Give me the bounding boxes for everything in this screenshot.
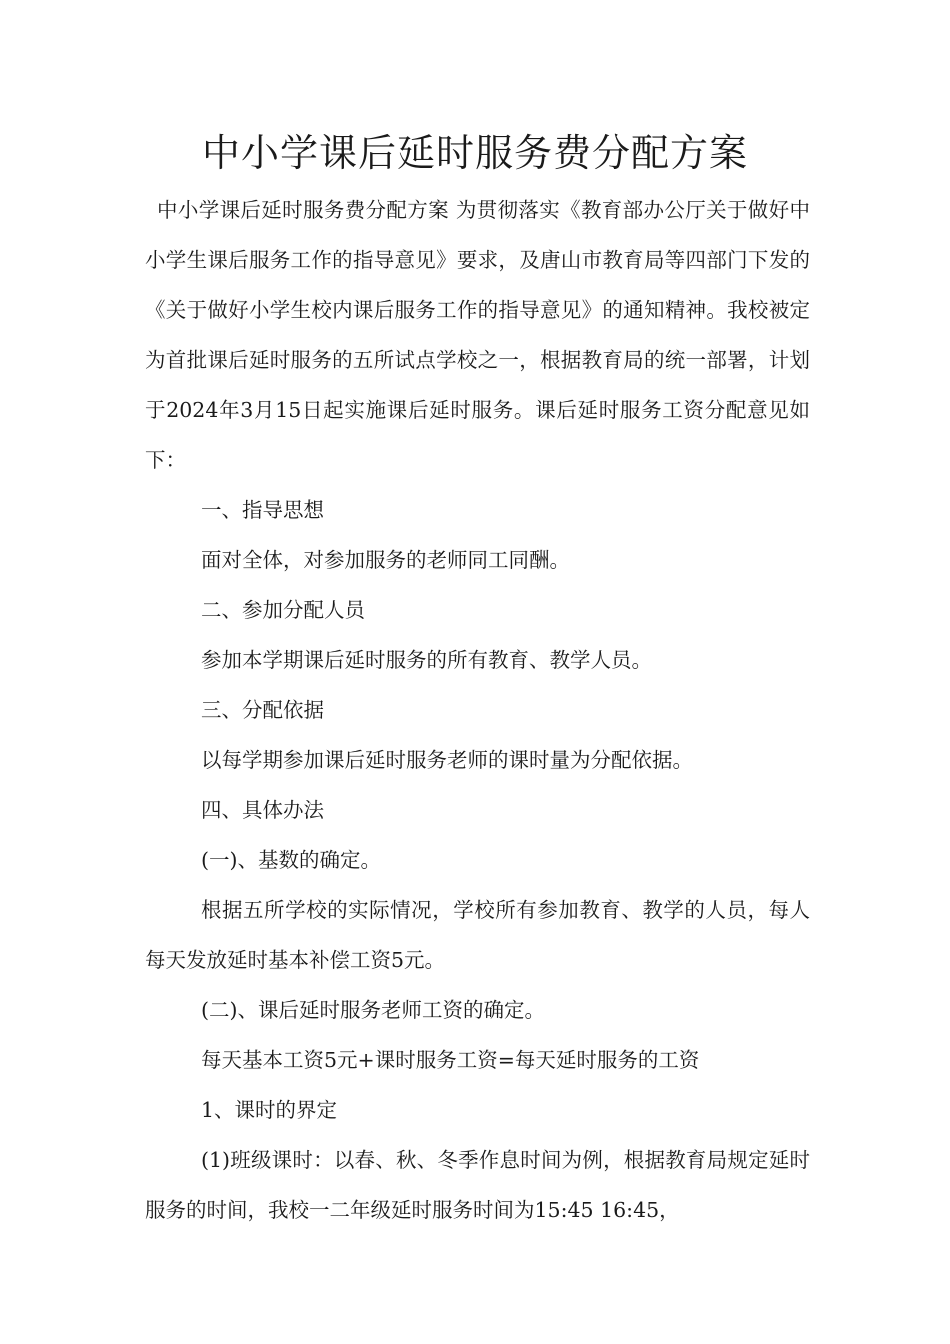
item-heading-class-hours: 1、课时的界定	[201, 1098, 338, 1122]
section-heading-methods: 四、具体办法	[201, 798, 324, 822]
intro-paragraph: 中小学课后延时服务费分配方案 为贯彻落实《教育部办公厅关于做好中小学生课后服务工作的指导意见》要求，及唐山市教育局等四部门下发的《关于做好小学生校内课后服务工作的指导意见》的通知精神。我校被定为首批课后延时服务的五所试点学校之一，根据教育局的统一部署，计划于2024年3月15日起实施课后延时服务。课后延时服务工资分配意见如下：	[145, 198, 810, 472]
participants-text: 参加本学期课后延时服务的所有教育、教学人员。	[201, 648, 652, 672]
document-body	[145, 185, 810, 1235]
class-hours-text: (1)班级课时：以春、秋、冬季作息时间为例，根据教育局规定延时服务的时间，我校一二年级延时服务时间为15:45 16:45，	[145, 1148, 810, 1222]
section-heading-participants: 二、参加分配人员	[201, 598, 365, 622]
subsection-heading-teacher-pay: (二)、课后延时服务老师工资的确定。	[201, 998, 545, 1022]
section-heading-guiding-thought: 一、指导思想	[201, 498, 324, 522]
section-heading-basis: 三、分配依据	[201, 698, 324, 722]
basis-text: 以每学期参加课后延时服务老师的课时量为分配依据。	[201, 748, 693, 772]
guiding-thought-text: 面对全体，对参加服务的老师同工同酬。	[201, 548, 570, 572]
document-title: 中小学课后延时服务费分配方案	[201, 131, 748, 175]
base-amount-text: 根据五所学校的实际情况，学校所有参加教育、教学的人员，每人每天发放延时基本补偿工资5元。	[145, 898, 810, 972]
subsection-heading-base-amount: (一)、基数的确定。	[201, 848, 381, 872]
pay-formula-text: 每天基本工资5元+课时服务工资=每天延时服务的工资	[201, 1048, 700, 1072]
